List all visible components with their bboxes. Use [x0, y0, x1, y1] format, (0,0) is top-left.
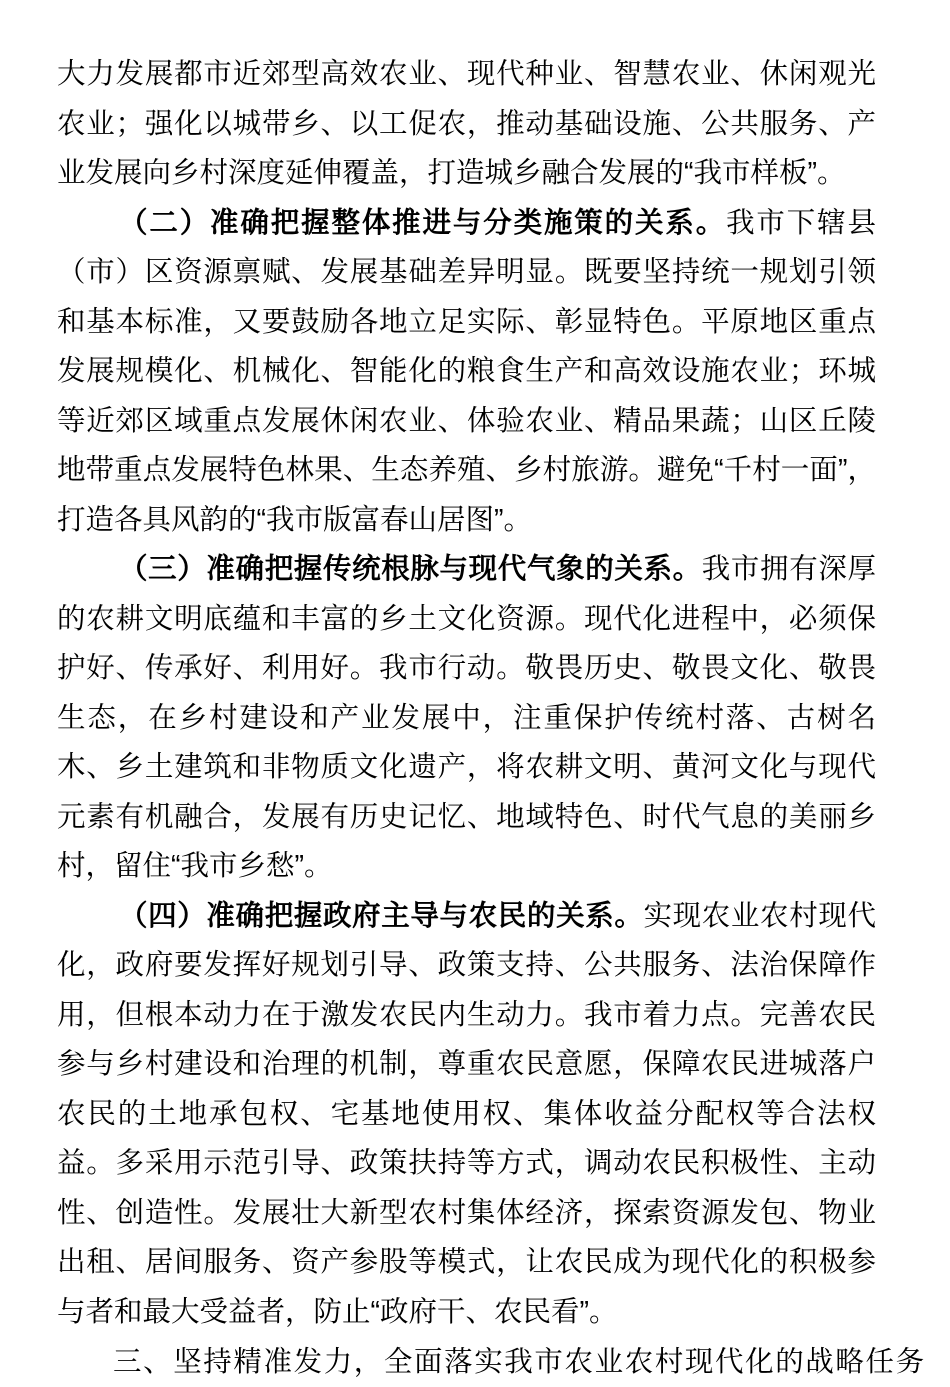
paragraph-section-si: [57, 892, 876, 1338]
paragraph-text: 我市拥有深厚的农耕文明底蕴和丰富的乡土文化资源。现代化进程中，必须保护好、传承好、利用好。我市行动。敬畏历史、敬畏文化、敬畏生态，在乡村建设和产业发展中，注重保护传统村落、古树名木、乡土建筑和非物质文化遗产，将农耕文明、黄河文化与现代元素有机融合，发展有历史记忆、地域特色、时代气息的美丽乡村，留住“我市乡愁”。: [57, 553, 876, 882]
paragraph-continuation: [57, 50, 876, 199]
paragraph-text: 我市下辖县（市）区资源禀赋、发展基础差异明显。既要坚持统一规划引领和基本标准，又要鼓励各地立足实际、彰显特色。平原地区重点发展规模化、机械化、智能化的粮食生产和高效设施农业；环城等近郊区域重点发展休闲农业、体验农业、精品果蔬；山区丘陵地带重点发展特色林果、生态养殖、乡村旅游。避免“千村一面”，打造各具风韵的“我市版富春山居图”。: [57, 206, 876, 536]
paragraph-text: 大力发展都市近郊型高效农业、现代种业、智慧农业、休闲观光农业；强化以城带乡、以工促农，推动基础设施、公共服务、产业发展向乡村深度延伸覆盖，打造城乡融合发展的“我市样板”。: [57, 58, 876, 189]
document-body: [57, 50, 926, 1387]
section-heading-san: （三）准确把握传统根脉与现代气象的关系。: [119, 553, 702, 585]
section-heading-er: （二）准确把握整体推进与分类施策的关系。: [119, 206, 727, 239]
paragraph-section-san: [57, 545, 876, 892]
paragraph-section-er: [57, 199, 876, 546]
section-heading-si: （四）准确把握政府主导与农民的关系。: [119, 899, 644, 932]
paragraph-text: 实现农业农村现代化，政府要发挥好规划引导、政策支持、公共服务、法治保障作用，但根本动力在于激发农民内生动力。我市着力点。完善农民参与乡村建设和治理的机制，尊重农民意愿，保障农民进城落户农民的土地承包权、宅基地使用权、集体收益分配权等合法权益。多采用示范引导、政策扶持等方式，调动农民积极性、主动性、创造性。发展壮大新型农村集体经济，探索资源发包、物业出租、居间服务、资产参股等模式，让农民成为现代化的积极参与者和最大受益者，防止“政府干、农民看”。: [57, 899, 876, 1328]
major-heading-three: 三、坚持精准发力，全面落实我市农业农村现代化的战略任务: [113, 1345, 926, 1378]
